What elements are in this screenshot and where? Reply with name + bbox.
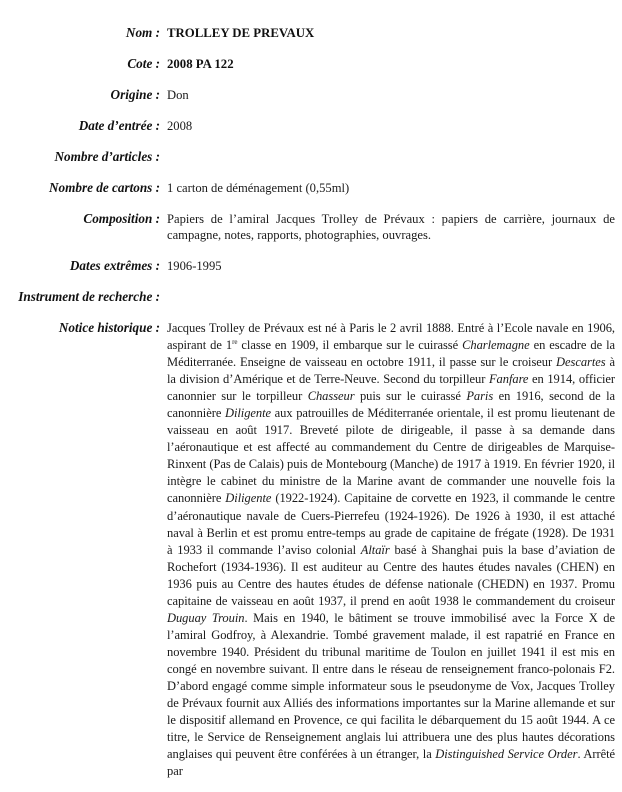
notice-italic-term: Distinguished Service Order (435, 747, 578, 762)
notice-italic-term: Chasseur (307, 389, 355, 404)
origine-label: Origine : (110, 87, 160, 102)
notice-text-segment: Jacques Trolley de Prévaux est né à Paris le 2 avril 1888. Entré à l’Ecole navale en 1906, aspirant de 1 (167, 321, 615, 353)
nombre-cartons-label: Nombre de cartons : (49, 180, 160, 195)
notice-text-segment: à la division d’Amérique et de Terre-Neuve. Second du torpilleur (167, 355, 615, 387)
composition-label: Composition : (83, 211, 160, 226)
notice-historique-label: Notice historique : (58, 320, 160, 335)
nom-value: TROLLEY DE PREVAUX (167, 26, 315, 40)
notice-text-segment: . Mais en 1940, le bâtiment se trouve immobilisé avec la Force X de l’amiral Godfroy, à Alexandrie. Tombé gravement malade, il est rapatrié en France en novembre 1940. Président du tribunal maritime de Toulon en juillet 1941 il est mis en congé en novembre suivant. Il entre dans le réseau de renseignement franco-polonais F2. D’abord engagé comme simple informateur sous le pseudonyme de Vox, Jacques Trolley de Prévaux fournit aux Alliés des informations importantes sur la Marine allemande et sur le dispositif allemand en Provence, ce qui facilita le débarquement du 15 août 1944. A ce titre, le Service de Renseignement anglais lui attribuera une des plus hautes décorations anglaises qui peuvent être conférées à un étranger, la (167, 610, 615, 762)
notice-superscript: re (232, 337, 238, 346)
dates-extremes-value: 1906-1995 (167, 259, 222, 273)
notice-italic-term: Duguay Trouin (167, 610, 245, 625)
origine-value: Don (167, 88, 189, 102)
notice-italic-term: Charlemagne (462, 338, 530, 353)
nombre-articles-label: Nombre d’articles : (54, 149, 160, 164)
notice-text-segment: puis sur le cuirassé (354, 389, 467, 404)
notice-italic-term: Descartes (556, 355, 606, 370)
notice-text-segment: (1922-1924). Capitaine de corvette en 1923, il commande le centre d’aéronautique navale de Cuers-Pierrefeu (1924-1926). De 1926 à 1930, il est attaché naval à Berlin et est promu entre-temps au grade de capitaine de frégate (1928). De 1931 à 1933 il commande l’aviso colonial (167, 491, 615, 557)
date-entree-value: 2008 (167, 119, 193, 133)
notice-text-segment: en escadre de la Méditerranée. Enseigne de vaisseau en octobre 1911, il passe sur le croiseur (167, 338, 615, 370)
notice-text-segment: aux patrouilles de Méditerranée orientale, il est promu lieutenant de vaisseau en août 1917. Breveté pilote de dirigeable, il passe à sa demande dans l’aéronautique et est affecté au commandement du Centre de dirigeables de Marquise-Rinxent (Pas de Calais) puis de Montebourg (Manche) de 1917 à 1919. En février 1920, il intègre le cabinet du ministre de la Marine avant de commander une nouvelle fois la canonnière (167, 406, 616, 506)
notice-italic-term: Fanfare (488, 372, 529, 387)
composition-value: Papiers de l’amiral Jacques Trolley de Prévaux : papiers de carrière, journaux de campagne, notes, rapports, photographies, ouvrages. (167, 212, 615, 242)
notice-text-segment: en 1914, officier canonnier sur le torpilleur (167, 372, 615, 404)
notice-historique-text (167, 320, 615, 780)
date-entree-label: Date d’entrée : (78, 118, 160, 133)
notice-italic-term: Altaïr (360, 542, 390, 557)
notice-text-segment: . Arrêté par (167, 747, 615, 779)
notice-text-segment: basé à Shanghai puis la base d’aviation de Rochefort (1934-1936). Il est auditeur au Centre des hautes études navales (CHEN) en 1936 puis au Centre des hautes études de défense nationale (CHEDN) en 1937. Promu capitaine de vaisseau en août 1937, il prend en août 1938 le commandement du croiseur (167, 542, 615, 608)
nombre-cartons-value: 1 carton de déménagement (0,55ml) (167, 181, 350, 195)
dates-extremes-label: Dates extrêmes : (69, 258, 160, 273)
nom-label: Nom : (125, 25, 160, 40)
notice-text-segment: classe en 1909, il embarque sur le cuirassé (237, 338, 463, 353)
notice-text-segment: en 1916, second de la canonnière (167, 389, 615, 421)
notice-italic-term: Paris (466, 389, 494, 404)
notice-italic-term: Diligente (225, 491, 272, 506)
instrument-recherche-label: Instrument de recherche : (18, 289, 160, 304)
cote-label: Cote : (127, 56, 160, 71)
cote-value: 2008 PA 122 (167, 57, 234, 71)
notice-italic-term: Diligente (224, 406, 272, 421)
